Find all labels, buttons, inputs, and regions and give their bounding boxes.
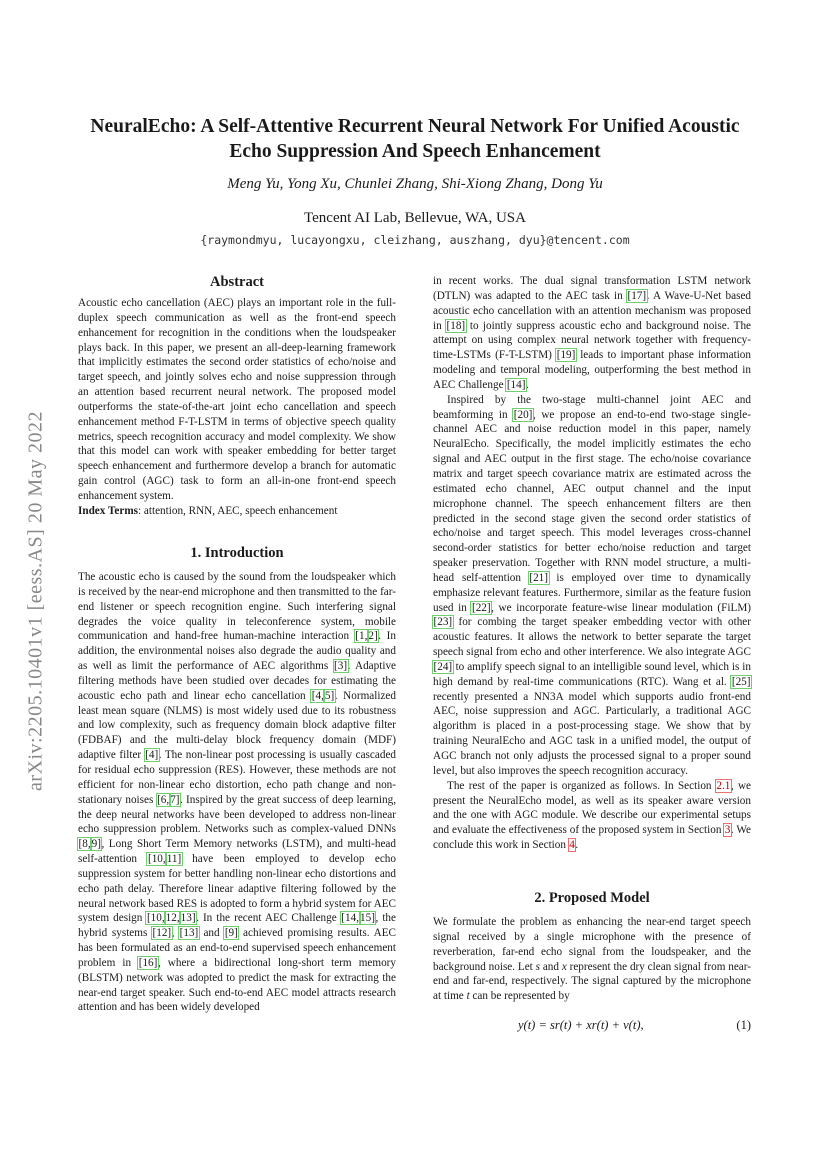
- abstract-heading: Abstract: [210, 274, 264, 290]
- intro-heading: 1. Introduction: [190, 545, 284, 561]
- index-terms-text: : attention, RNN, AEC, speech enhancement: [138, 504, 338, 517]
- title-line-2: Echo Suppression And Speech Enhancement: [229, 141, 601, 162]
- citation-link[interactable]: [8,: [78, 838, 91, 851]
- equation-number: (1): [736, 1018, 751, 1032]
- citation-link[interactable]: [17]: [627, 289, 647, 302]
- affiliation: Tencent AI Lab, Bellevue, WA, USA: [304, 210, 526, 226]
- model-paragraph-1: We formulate the problem as enhancing the near-end target speech signal received by a single microphone with the presence of reverberation, far-end echo signal from the loudspeaker, and the background noise. Let s and x represent the dry clean signal from near-end and far-end, respectively. The signal captured by the microphone at time t can be represented by: [433, 916, 751, 1003]
- abstract: [78, 296, 396, 519]
- citation-link[interactable]: 7]: [170, 793, 180, 806]
- citation-link[interactable]: [19]: [556, 349, 576, 362]
- citation-link[interactable]: [10,: [146, 912, 165, 925]
- citation-link[interactable]: [10,: [147, 853, 166, 866]
- citation-link[interactable]: [12]: [152, 927, 172, 940]
- arxiv-stamp: arXiv:2205.10401v1 [eess.AS] 20 May 2022: [24, 411, 47, 791]
- citation-link[interactable]: [6,: [157, 793, 170, 806]
- proposed-model-text: [433, 915, 751, 1004]
- abstract-heading-wrap: [78, 274, 396, 291]
- citation-link[interactable]: 9]: [91, 838, 101, 851]
- citation-link[interactable]: [9]: [224, 927, 238, 940]
- citation-link[interactable]: [21]: [529, 571, 548, 584]
- intro-paragraph-1-cont: in recent works. The dual signal transformation LSTM network (DTLN) was adapted to the AEC task in [17]. A Wave-U-Net based acoustic echo cancellation with an attention mechanism was proposed in [18] to jointly suppress acoustic echo and background noise. The attempt on using complex neural network together with frequency-time-LSTMs (F-T-LSTM) [19] leads to important phase information modeling and temporal modeling, outperforming the best method in AEC Challenge [14].: [433, 275, 752, 391]
- citation-link[interactable]: [22]: [471, 601, 491, 614]
- citation-link[interactable]: 12,: [165, 912, 180, 925]
- citation-link[interactable]: [16]: [138, 956, 158, 969]
- introduction-right-column: [433, 274, 751, 853]
- citation-link[interactable]: [14,: [341, 912, 360, 925]
- author-list: Meng Yu, Yong Xu, Chunlei Zhang, Shi-Xiong Zhang, Dong Yu: [227, 176, 603, 192]
- citation-link[interactable]: [4]: [145, 749, 159, 762]
- citation-link[interactable]: 15]: [360, 912, 375, 925]
- citation-link[interactable]: [3]: [334, 660, 348, 673]
- citation-link[interactable]: [20]: [513, 408, 533, 421]
- citation-link[interactable]: [25]: [731, 675, 751, 688]
- intro-heading-wrap: [78, 545, 396, 562]
- citation-link[interactable]: [13]: [179, 927, 199, 940]
- citation-link[interactable]: [23]: [433, 616, 453, 629]
- citation-link[interactable]: 11]: [166, 853, 182, 866]
- title-line-1: NeuralEcho: A Self-Attentive Recurrent Neural Network For Unified Acoustic: [90, 116, 740, 137]
- introduction-left-column: [78, 570, 396, 1015]
- paper-title: [70, 114, 760, 164]
- intro-paragraph-1: The acoustic echo is caused by the sound from the loudspeaker which is received by the near-end microphone and then transmitted to the far-end listener or speech recognition engine. Such interfering signal degrades the voice quality in teleconference system, mobile communication and hand-free human-machine interaction [1,2]. In addition, the environmental noises also degrade the audio quality and as well as limit the performance of AEC algorithms [3]. Adaptive filtering methods have been studied over decades for estimating the acoustic echo path and linear echo cancellation [4,5]. Normalized least mean square (NLMS) is most widely used due to its robustness and low complexity, such as frequency domain block adaptive filter (FDBAF) and the multi-delay block frequency domain (MDF) adaptive filter [4]. The non-linear post processing is usually cascaded for residual echo suppression (RES). However, these methods are not efficient for non-linear echo distortion, echo path change and non-stationary noises [6,7]. Inspired by the great success of deep learning, the deep neural networks have been developed to address non-linear echo suppression problem. Networks such as complex-valued DNNs [8,9], Long Short Term Memory networks (LSTM), and multi-head self-attention [10,11] have been employed to develop echo suppression system for better handling non-linear echo distortions and echo path delay. Therefore linear adaptive filtering followed by the neural network based RES is adopted to form a hybrid system for AEC system design [10,12,13]. In the recent AEC Challenge [14,15], the hybrid systems [12], [13] and [9] achieved promising results. AEC has been formulated as an end-to-end supervised speech enhancement problem in [16], where a bidirectional long-short term memory (BLSTM) network was adopted to predict the mask for extracting the near-end target speaker. Such end-to-end AEC model attracts research attention and has been widely developed: [78, 571, 397, 1014]
- intro-paragraph-3: The rest of the paper is organized as follows. In Section 2.1, we present the NeuralEcho model, as well as its speaker aware version and the one with AGC module. We describe our experimental setups and evaluate the effectiveness of the proposed system in Section 3. We conclude this work in Section 4.: [433, 779, 751, 852]
- model-heading: 2. Proposed Model: [534, 890, 650, 906]
- equation-body: y(t) = sr(t) + xr(t) + v(t),: [518, 1018, 644, 1032]
- section-ref-link[interactable]: 2.1: [716, 779, 731, 792]
- citation-link[interactable]: [14]: [506, 378, 526, 391]
- index-terms: [78, 504, 396, 519]
- model-heading-wrap: [433, 890, 751, 907]
- citation-link[interactable]: 2]: [368, 630, 378, 643]
- intro-paragraph-2: Inspired by the two-stage multi-channel joint AEC and beamforming in [20], we propose an end-to-end two-stage single-channel AEC and noise reduction model in this paper, namely NeuralEcho. Specifically, the model implicitly estimates the echo signal and AEC output in the first stage. The echo/noise covariance matrix and target speech covariance matrix are estimated across the estimated echo channel, AEC output channel and the input microphone channel. The speech enhancement filters are then predicted in the second stage given the second order statistics of echo/noise and target speech. This model leverages cross-channel second-order statistics for better echo/noise reduction and target speaker preservation. Together with RNN model structure, a multi-head self-attention [21] is employed over time to dynamically emphasize relevant features. Furthermore, similar as the feature fusion used in [22], we incorporate feature-wise linear modulation (FiLM) [23] for combing the target speaker embedding vector with other acoustic features. It allows the network to better separate the target speech signal from echo and other interference. We also integrate AGC [24] to amplify speech signal to an intelligible sound level, which is in high demand by real-time communications (RTC). Wang et al. [25] recently presented a NN3A model which supports audio front-end AEC, noise suppression and AGC. Particularly, a traditional AGC algorithm is placed in a post-processing stage. We show that by training NeuralEcho and AGC task in a unified model, the output of AGC branch not only adjusts the processed signal to a proper sound level, but also improves the speech recognition accuracy.: [433, 393, 751, 777]
- citation-link[interactable]: 5]: [324, 689, 335, 702]
- index-terms-label: Index Terms: [78, 504, 138, 517]
- section-ref-link[interactable]: 3: [724, 824, 731, 837]
- citation-link[interactable]: [18]: [446, 319, 466, 332]
- abstract-text: Acoustic echo cancellation (AEC) plays an important role in the full-duplex speech communication as well as the front-end speech enhancement for recognition in the conditions when the loudspeaker plays back. In this paper, we present an all-deep-learning framework that implicitly estimates the second order statistics of echo/noise and target speech, and jointly solves echo and noise suppression through an attention based recurrent neural network. The proposed model outperforms the state-of-the-art joint echo cancellation and speech enhancement method F-T-LSTM in terms of objective speech quality metrics, speech recognition accuracy and model complexity. We show that this model can work with speaker embedding for better target speech enhancement and furthermore develop a branch for automatic gain control (AGC) task to form an all-in-one front-end speech enhancement system.: [78, 297, 396, 502]
- citation-link[interactable]: [4,: [311, 689, 324, 702]
- section-ref-link[interactable]: 4: [569, 839, 575, 852]
- citation-link[interactable]: [24]: [433, 660, 453, 673]
- citation-link[interactable]: 13]: [180, 912, 196, 925]
- author-emails: {raymondmyu, lucayongxu, cleizhang, auszhang, dyu}@tencent.com: [200, 233, 630, 247]
- citation-link[interactable]: [1,: [355, 630, 368, 643]
